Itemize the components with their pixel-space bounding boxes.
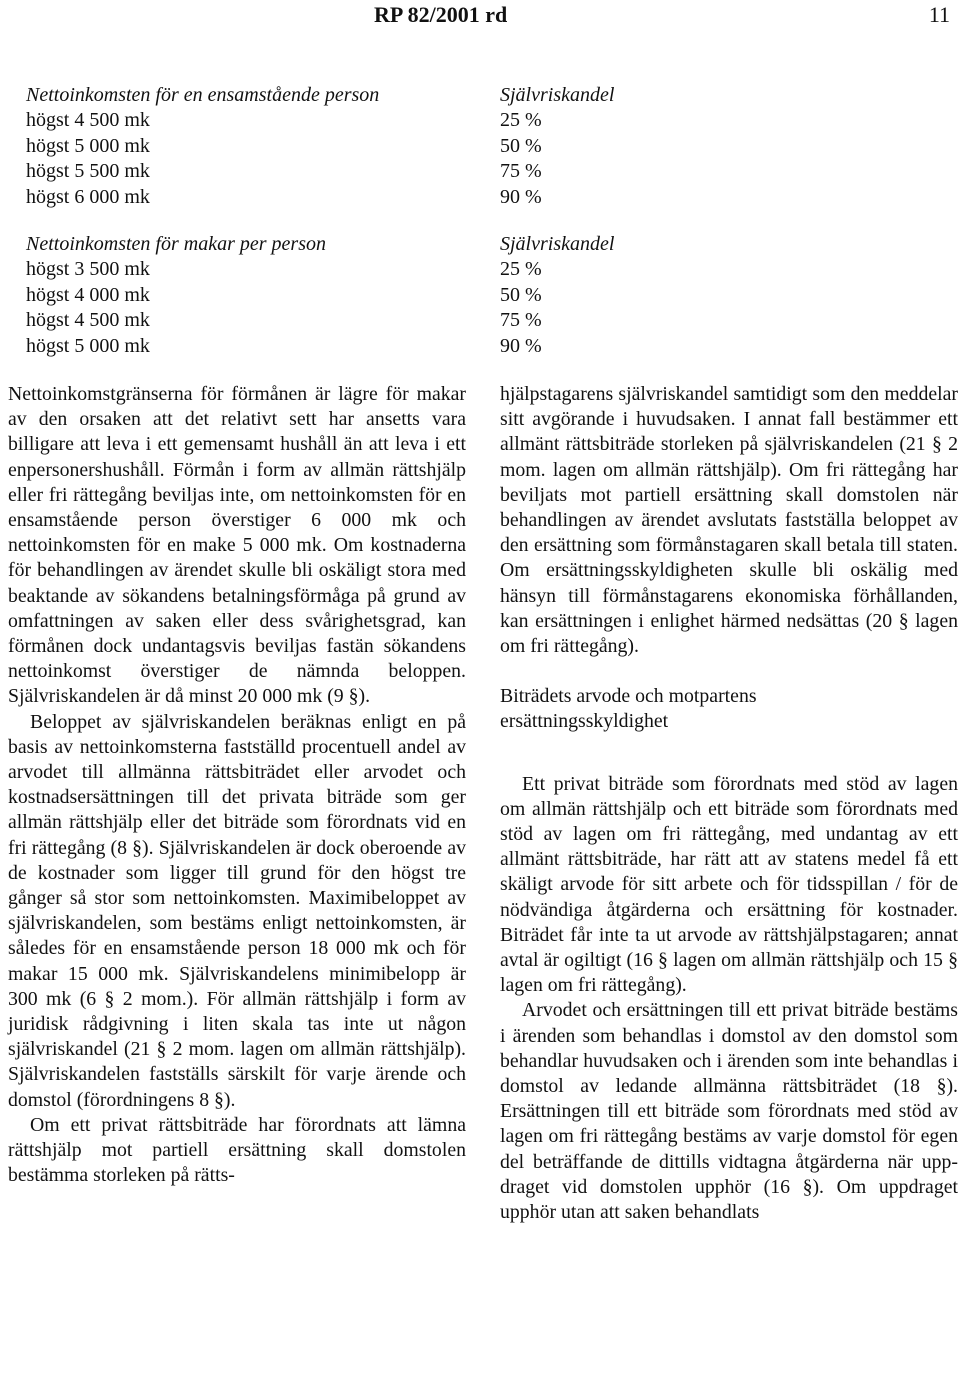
table-header-share: Självriskandel: [500, 233, 615, 255]
table-row: [26, 334, 726, 359]
share-cell: 50 %: [500, 283, 542, 306]
share-cell: 75 %: [500, 160, 542, 183]
body-paragraph: hjälpstagarens självriskandel samtidigt som den meddelar sitt avgörande i huvudsaken. I annat fall bestämmer ett allmänt rättsbiträde storleken på självriskandelen (21 § 2 mom. lagen om allmän rättshjälp). Om fri rättegång har beviljats mot partiell ersättning skall domstolen när behandlingen av ärendet avslutats fastställa beloppet av den ersättning som förmånstagaren skall betala till staten. Om ersättningsskyldigheten skulle bli oskälig med hänsyn till förmånstagarens ekonomiska förhållanden, kan ersättningen i enlighet härmed nedsättas (20 § lagen om fri rättegång).: [500, 383, 958, 658]
table-header-share: Självriskandel: [500, 84, 615, 106]
table-row: [26, 159, 726, 184]
share-cell: 25 %: [500, 258, 542, 281]
body-paragraph: Om ett privat rättsbiträde har förordnats att lämna rättshjälp mot partiell ersättning skall domstolen bestämma storleken på rätts-: [8, 1113, 466, 1187]
income-cell: högst 4 000 mk: [26, 283, 150, 306]
table-header-income: Nettoinkomsten för makar per person: [26, 233, 326, 255]
spacer: [500, 760, 958, 772]
share-cell: 90 %: [500, 185, 542, 208]
table-header-row: [26, 232, 726, 257]
body-paragraph: Nettoinkomstgränserna för förmånen är lägre för makar av den orsaken att det relativt sett har ansetts vara billigare att leva i ett gemensamt hushåll än att leva i ett enpersonershushåll. Förmån i form av allmän rättshjälp eller fri rättegång beviljas inte, om nettoinkomsten för en ensamstående person överstiger 6 000 mk och nettoinkomsten för en make 5 000 mk. Om kostnaderna för behandlingen av ärendet skulle bli oskäligt stora med beaktande av sökandens betalningsförmåga på grund av omfattningen av saken eller dess svårighetsgrad, kan förmånen dock undantagsvis beviljas fastän sökandens nettoinkomst överstiger de nämnda beloppen. Självriskandelen är då minst 20 000 mk (9 §).: [8, 383, 466, 708]
table-header-income: Nettoinkomsten för en ensamstående person: [26, 84, 380, 106]
table-row: [26, 185, 726, 210]
share-cell: 25 %: [500, 109, 542, 132]
table-row: [26, 283, 726, 308]
body-paragraph: Beloppet av självriskandelen beräknas enligt en på basis av nettoinkomsterna fastställd procentuell andel av arvodet till allmänna rättsbiträdet eller arvodet och kostnadsersättningen till det privata biträde som ger allmän rättshjälp eller det biträde som förordnats vid en fri rättegång (8 §). Självriskandelen är dock oberoende av de kostnader som ligger till grund för den högst tre gånger så stor som nettoinkomsten. Maximibeloppet av självriskandelen, som bestäms enligt nettoinkomsten, är således för en ensamstående person 18 000 mk och för makar 15 000 mk. Självriskandelens minimibelopp är 300 mk (6 § 2 mom.). För allmän rättshjälp i form av juridisk rådgivning i liten skala tas inte ut någon självriskandel (21 § 2 mom. lagen om allmän rättshjälp). Självriskandelen fastställs särskilt för varje ärende och domstol (förordningens 8 §).: [8, 710, 466, 1111]
share-cell: 75 %: [500, 309, 542, 332]
right-column: [500, 382, 958, 1225]
share-cell: 90 %: [500, 334, 542, 357]
table-row: [26, 308, 726, 333]
single-person-income-table: [26, 83, 726, 210]
income-cell: högst 5 000 mk: [26, 134, 150, 157]
income-cell: högst 5 000 mk: [26, 334, 150, 357]
table-row: [26, 108, 726, 133]
section-heading: Biträdets arvode och motpartens ersättningsskyldighet: [500, 685, 757, 733]
spacer: [500, 735, 958, 760]
page-number: 11: [928, 2, 950, 27]
page-header: [0, 0, 960, 30]
table-header-row: [26, 83, 726, 108]
income-cell: högst 4 500 mk: [26, 109, 150, 132]
spouse-income-table: [26, 232, 726, 359]
share-cell: 50 %: [500, 134, 542, 157]
document-reference: RP 82/2001 rd: [374, 2, 508, 27]
income-cell: högst 3 500 mk: [26, 258, 150, 281]
left-column: [8, 382, 466, 1189]
body-paragraph: Ett privat biträde som förordnats med stöd av lagen om allmän rättshjälp och ett biträde som förordnats med stöd av lagen om fri rättegång, med undantag av ett allmänt rättsbiträde, har rätt att av statens medel få ett skäligt arvode för sitt arbete och för tidsspillan / för de nödvändiga åtgärderna och ersättning för kostnader. Biträdet får inte ta ut arvode av rättshjälpstagaren; annat avtal är ogiltigt (16 § lagen om allmän rättshjälp och 15 § lagen om fri rättegång).: [500, 772, 958, 997]
table-row: [26, 257, 726, 282]
income-cell: högst 6 000 mk: [26, 185, 150, 208]
income-cell: högst 4 500 mk: [26, 309, 150, 332]
spacer: [500, 659, 958, 684]
body-paragraph: Arvodet och ersättningen till ett privat biträde bestäms i ärenden som behandlas i domstol av den domstol som behandlar huvudsaken och i ärenden som inte behandlas i domstol av ledande allmänna rättsbiträdet (18 §). Ersättningen till ett biträde som förordnats med stöd av lagen om fri rättegång bestäms av varje domstol för egen del beträffande de dittills vidtagna åtgärderna när uppdraget vid domstolen upphör (16 §). Om uppdraget upphör utan att saken behandlats: [500, 999, 958, 1224]
table-row: [26, 134, 726, 159]
income-cell: högst 5 500 mk: [26, 160, 150, 183]
